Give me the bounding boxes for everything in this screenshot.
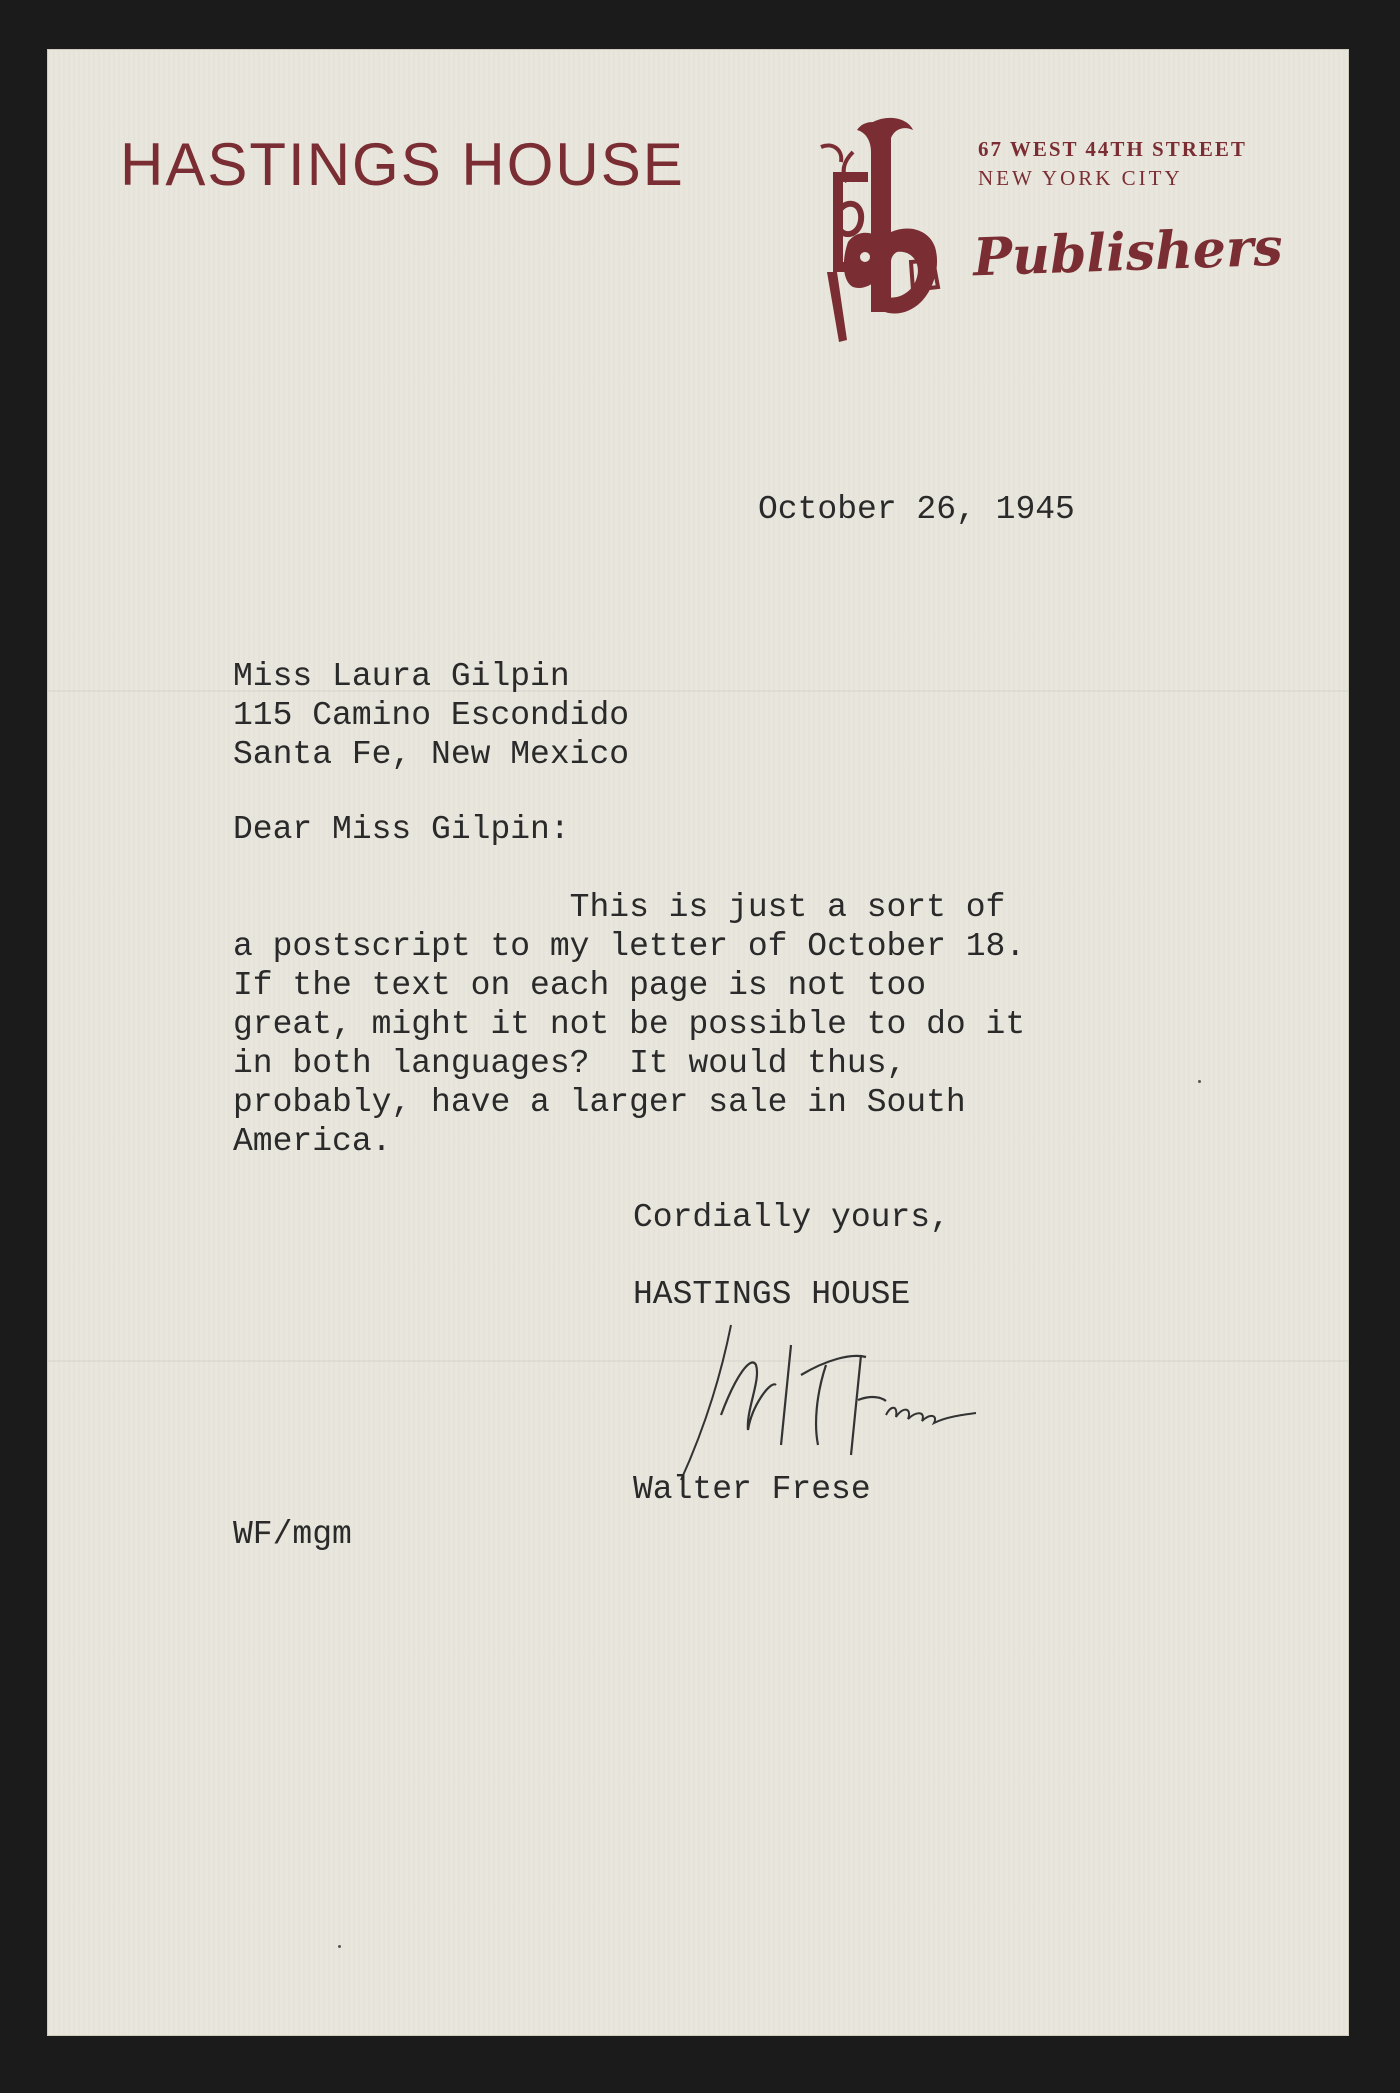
letter-date: October 26, 1945 xyxy=(758,491,1075,528)
paper-speck xyxy=(338,1945,341,1948)
paper-speck xyxy=(1198,1080,1201,1083)
body-line: This is just a sort of xyxy=(233,889,1006,926)
body-line: a postscript to my letter of October 18. xyxy=(233,928,1026,965)
complimentary-closing: Cordially yours, xyxy=(633,1199,950,1236)
recipient-name: Miss Laura Gilpin xyxy=(233,658,570,695)
letterhead-company-name: HASTINGS HOUSE xyxy=(120,131,685,198)
body-line: America. xyxy=(233,1123,392,1160)
handwritten-signature xyxy=(676,1305,1006,1495)
letterhead-tagline: Publishers xyxy=(972,216,1284,289)
recipient-street: 115 Camino Escondido xyxy=(233,697,630,734)
reference-initials: WF/mgm xyxy=(233,1516,352,1553)
company-signoff: HASTINGS HOUSE xyxy=(633,1276,911,1313)
letterhead-city: NEW YORK CITY xyxy=(978,166,1183,190)
letter-body xyxy=(233,888,1025,1161)
recipient-city: Santa Fe, New Mexico xyxy=(233,736,630,773)
body-line: If the text on each page is not too xyxy=(233,967,927,1004)
body-line: great, might it not be possible to do it xyxy=(233,1006,1026,1043)
signer-name: Walter Frese xyxy=(633,1471,871,1508)
heraldic-h-monogram-icon xyxy=(813,112,963,342)
body-line: probably, have a larger sale in South xyxy=(233,1084,966,1121)
recipient-address-block xyxy=(233,657,629,774)
letter-page xyxy=(48,50,1348,2035)
letterhead-street-address: 67 WEST 44TH STREET xyxy=(978,137,1247,161)
salutation: Dear Miss Gilpin: xyxy=(233,811,570,848)
body-line: in both languages? It would thus, xyxy=(233,1045,907,1082)
